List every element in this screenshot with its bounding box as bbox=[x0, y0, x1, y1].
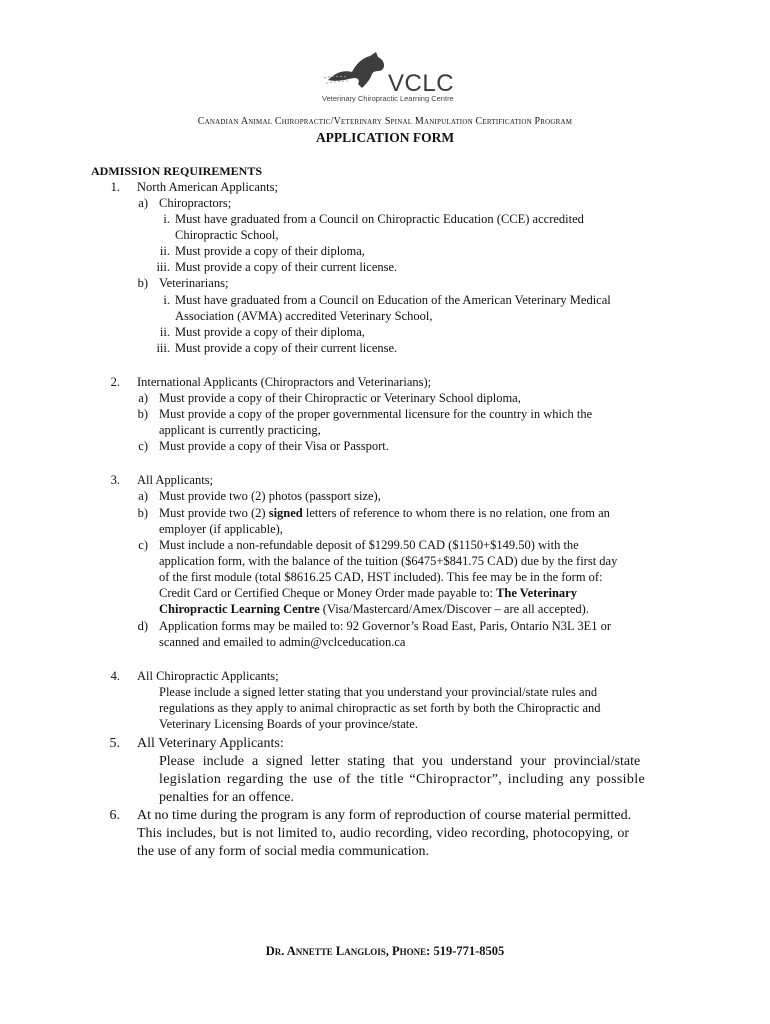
item-number: 4. bbox=[110, 669, 120, 683]
item-letter: a) bbox=[138, 196, 148, 210]
program-title: Canadian Animal Chiropractic/Veterinary Spinal Manipulation Certification Program bbox=[197, 116, 573, 127]
item-letter: c) bbox=[138, 439, 148, 453]
section-heading: ADMISSION REQUIREMENTS bbox=[91, 164, 263, 178]
item-letter: a) bbox=[138, 489, 148, 503]
item-text: application form, with the balance of the tuition ($6475+$841.75 CAD) due by the first day bbox=[159, 554, 618, 568]
item-text: scanned and emailed to admin@vclceducation.ca bbox=[159, 635, 406, 649]
item-letter: b) bbox=[137, 276, 148, 290]
item-number: 2. bbox=[110, 375, 120, 389]
item-letter: b) bbox=[137, 506, 148, 520]
item-text: regulations as they apply to animal chiropractic as set forth by both the Chiropractic and bbox=[159, 701, 601, 715]
item-text: Must provide a copy of their current license. bbox=[175, 260, 398, 274]
item-text: This includes, but is not limited to, audio recording, video recording, photocopying, or bbox=[137, 826, 630, 841]
item-text: Must provide a copy of their current license. bbox=[175, 341, 398, 355]
item-text: applicant is currently practicing, bbox=[159, 423, 321, 437]
item-text: At no time during the program is any form of reproduction of course material permitted. bbox=[137, 808, 632, 823]
item-text: Must provide a copy of their Visa or Passport. bbox=[159, 439, 389, 453]
vclc-logo bbox=[322, 50, 455, 106]
item-text: Must provide a copy of their diploma, bbox=[175, 325, 365, 339]
form-title: APPLICATION FORM bbox=[315, 130, 455, 145]
item-text: Chiropractic Learning Centre (Visa/Mastercard/Amex/Discover – are all accepted). bbox=[159, 602, 589, 616]
footer-contact: Dr. Annette Langlois, Phone: 519-771-8505 bbox=[265, 944, 505, 958]
item-text: Must include a non-refundable deposit of $1299.50 CAD ($1150+$149.50) with the bbox=[159, 538, 579, 552]
item-text: legislation regarding the use of the title “Chiropractor”, including any possible bbox=[159, 772, 646, 787]
logo-subtitle: Veterinary Chiropractic Learning Centre bbox=[322, 94, 454, 103]
item-text: North American Applicants; bbox=[137, 180, 278, 194]
item-roman: ii. bbox=[159, 325, 170, 339]
item-text: Chiropractic School, bbox=[175, 228, 279, 242]
item-text: Veterinarians; bbox=[159, 276, 229, 290]
item-letter: d) bbox=[137, 619, 148, 633]
item-text: Must provide a copy of their diploma, bbox=[175, 244, 365, 258]
item-number: 6. bbox=[109, 808, 120, 823]
item-number: 1. bbox=[110, 180, 120, 194]
item-text: Credit Card or Certified Cheque or Money Order made payable to: The Veterinary bbox=[159, 586, 577, 600]
item-text: the use of any form of social media communication. bbox=[137, 844, 429, 859]
item-letter: c) bbox=[138, 538, 148, 552]
item-text: of the first module (total $8616.25 CAD, HST included). This fee may be in the form of: bbox=[159, 570, 603, 584]
item-roman: iii. bbox=[156, 260, 170, 274]
item-text: Must provide a copy of their Chiropractic or Veterinary School diploma, bbox=[159, 391, 521, 405]
item-text: Please include a signed letter stating that you understand your provincial/state bbox=[159, 754, 641, 769]
item-text: Association (AVMA) accredited Veterinary School, bbox=[175, 309, 433, 323]
item-roman: i. bbox=[163, 293, 170, 307]
item-text: Application forms may be mailed to: 92 Governor’s Road East, Paris, Ontario N3L 3E1 or bbox=[159, 619, 611, 633]
item-text: All Applicants; bbox=[137, 473, 214, 487]
item-text: All Veterinary Applicants: bbox=[137, 736, 284, 751]
item-text: Must have graduated from a Council on Chiropractic Education (CCE) accredited bbox=[175, 212, 584, 226]
item-text: employer (if applicable), bbox=[159, 522, 283, 536]
item-roman: ii. bbox=[159, 244, 170, 258]
item-letter: a) bbox=[138, 391, 148, 405]
item-text: Must provide two (2) photos (passport size), bbox=[159, 489, 381, 503]
item-text: International Applicants (Chiropractors and Veterinarians); bbox=[137, 375, 432, 389]
item-text: penalties for an offence. bbox=[159, 790, 295, 805]
item-text: All Chiropractic Applicants; bbox=[137, 669, 279, 683]
item-text: Must have graduated from a Council on Education of the American Veterinary Medical bbox=[175, 293, 611, 307]
item-number: 5. bbox=[109, 736, 120, 751]
item-text: Must provide a copy of the proper governmental licensure for the country in which the bbox=[159, 407, 593, 421]
logo-text: VCLC bbox=[388, 70, 455, 97]
item-number: 3. bbox=[110, 473, 120, 487]
horse-head-icon bbox=[322, 50, 392, 94]
item-text: Chiropractors; bbox=[159, 196, 232, 210]
item-text: Must provide two (2) signed letters of reference to whom there is no relation, one from an bbox=[159, 506, 610, 520]
item-text: Veterinary Licensing Boards of your province/state. bbox=[159, 717, 418, 731]
item-text: Please include a signed letter stating that you understand your provincial/state rules and bbox=[159, 685, 598, 699]
item-letter: b) bbox=[137, 407, 148, 421]
item-roman: iii. bbox=[156, 341, 170, 355]
item-roman: i. bbox=[163, 212, 170, 226]
